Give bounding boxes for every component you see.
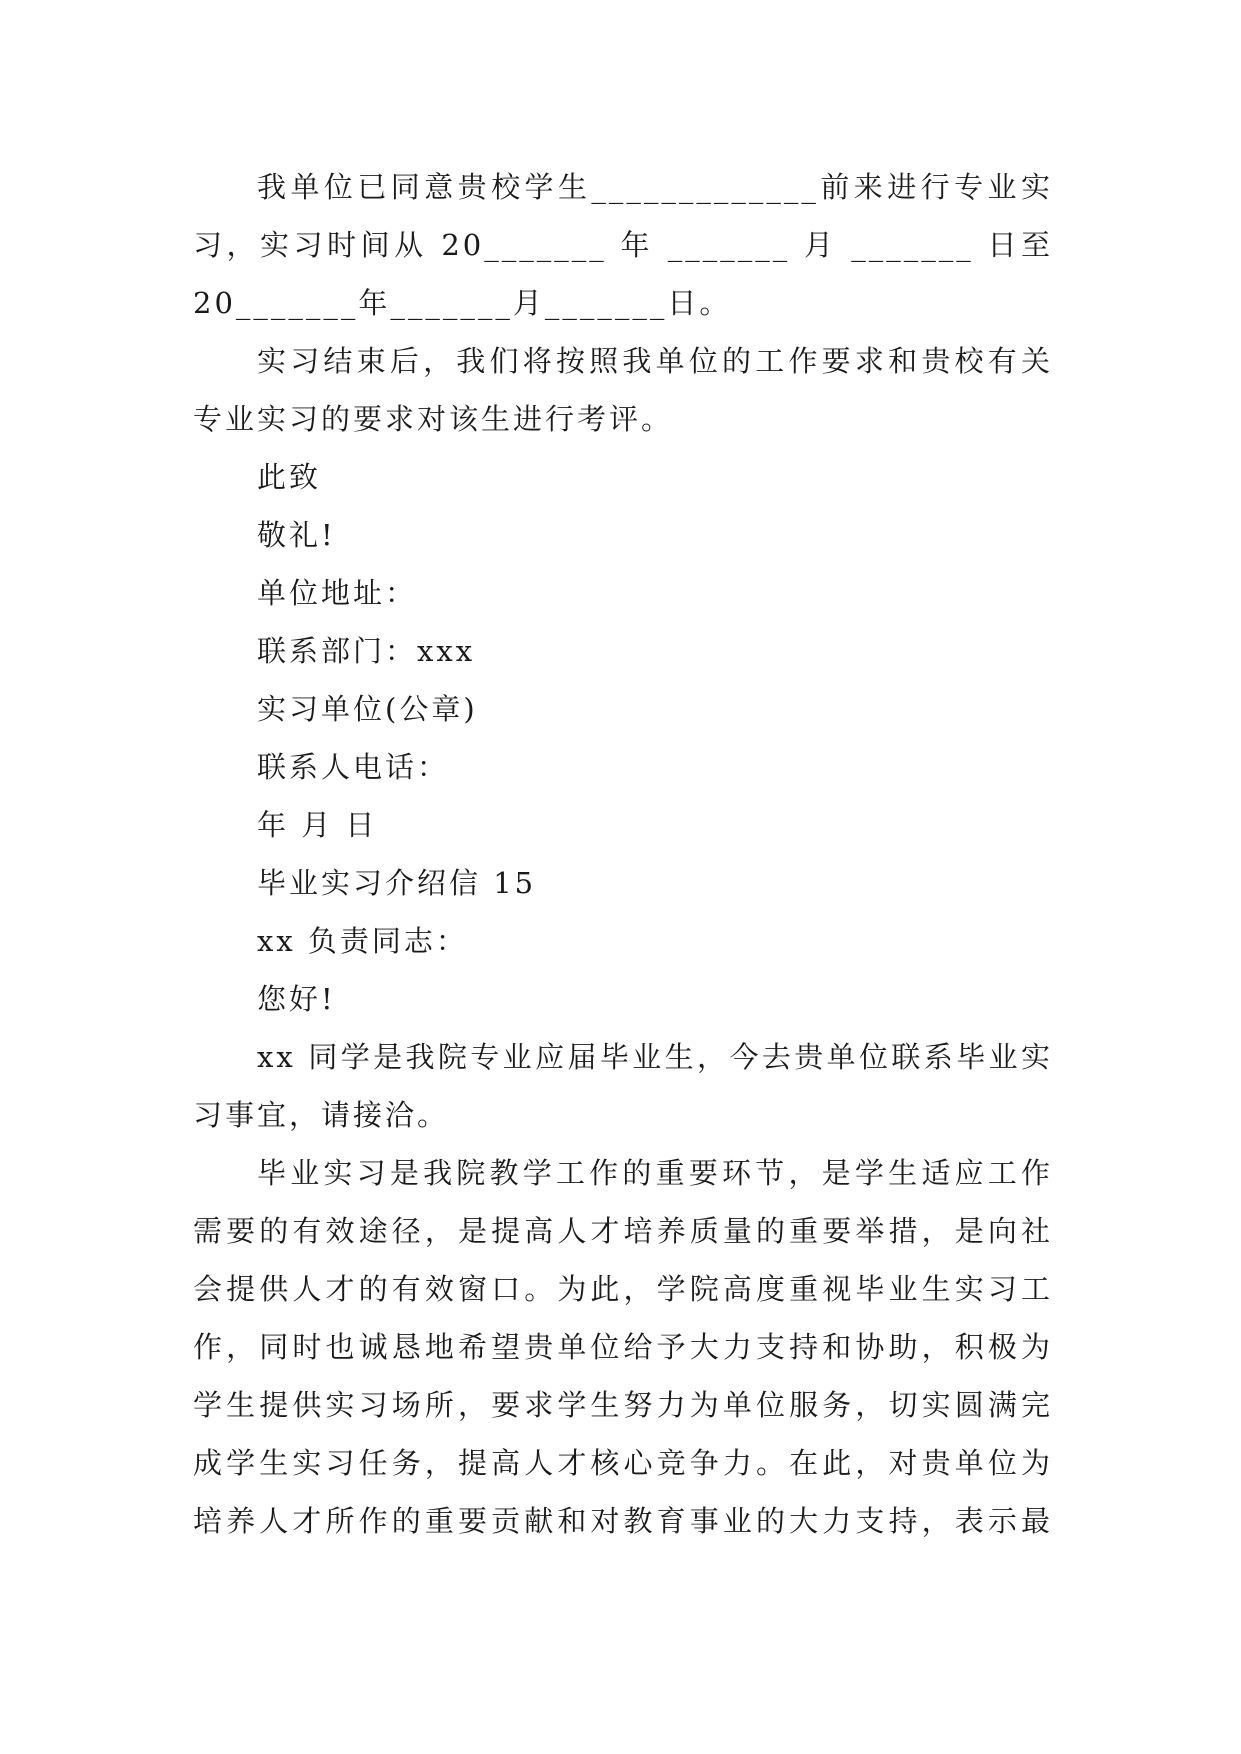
text-line: 毕业实习是我院教学工作的重要环节，是学生适应工作 bbox=[257, 1156, 1053, 1190]
text-line: 成学生实习任务，提高人才核心竞争力。在此，对贵单位为 bbox=[193, 1446, 1053, 1480]
text-line: 实习单位(公章) bbox=[257, 692, 478, 726]
text-line: 20_______年_______月_______日。 bbox=[193, 286, 732, 320]
text-line: 培养人才所作的重要贡献和对教育事业的大力支持，表示最 bbox=[193, 1504, 1053, 1538]
text-line: 我单位已同意贵校学生_____________前来进行专业实 bbox=[257, 170, 1053, 204]
text-line: 专业实习的要求对该生进行考评。 bbox=[193, 402, 674, 436]
text-line: 学生提供实习场所，要求学生努力为单位服务，切实圆满完 bbox=[193, 1388, 1053, 1422]
document-body bbox=[193, 158, 1053, 1550]
text-line: 会提供人才的有效窗口。为此，学院高度重视毕业生实习工 bbox=[193, 1272, 1053, 1306]
text-line: xx 负责同志： bbox=[257, 924, 468, 958]
text-line: 需要的有效途径，是提高人才培养质量的重要举措，是向社 bbox=[193, 1214, 1053, 1248]
text-line: 毕业实习介绍信 15 bbox=[257, 866, 537, 900]
text-line: 敬礼! bbox=[257, 518, 336, 552]
text-line: 联系部门：xxx bbox=[257, 634, 476, 668]
text-line: 联系人电话： bbox=[257, 750, 450, 784]
text-line: 实习结束后，我们将按照我单位的工作要求和贵校有关 bbox=[257, 344, 1053, 378]
text-line: xx 同学是我院专业应届毕业生，今去贵单位联系毕业实 bbox=[257, 1040, 1053, 1074]
text-line: 单位地址： bbox=[257, 576, 418, 610]
text-line: 此致 bbox=[257, 460, 322, 494]
text-line: 习，实习时间从 20_______ 年 _______ 月 _______ 日至 bbox=[193, 228, 1053, 262]
text-line: 作，同时也诚恳地希望贵单位给予大力支持和协助，积极为 bbox=[193, 1330, 1053, 1364]
text-line: 年 月 日 bbox=[257, 808, 378, 842]
text-line: 习事宜，请接洽。 bbox=[193, 1098, 450, 1132]
text-line: 您好! bbox=[257, 982, 336, 1016]
